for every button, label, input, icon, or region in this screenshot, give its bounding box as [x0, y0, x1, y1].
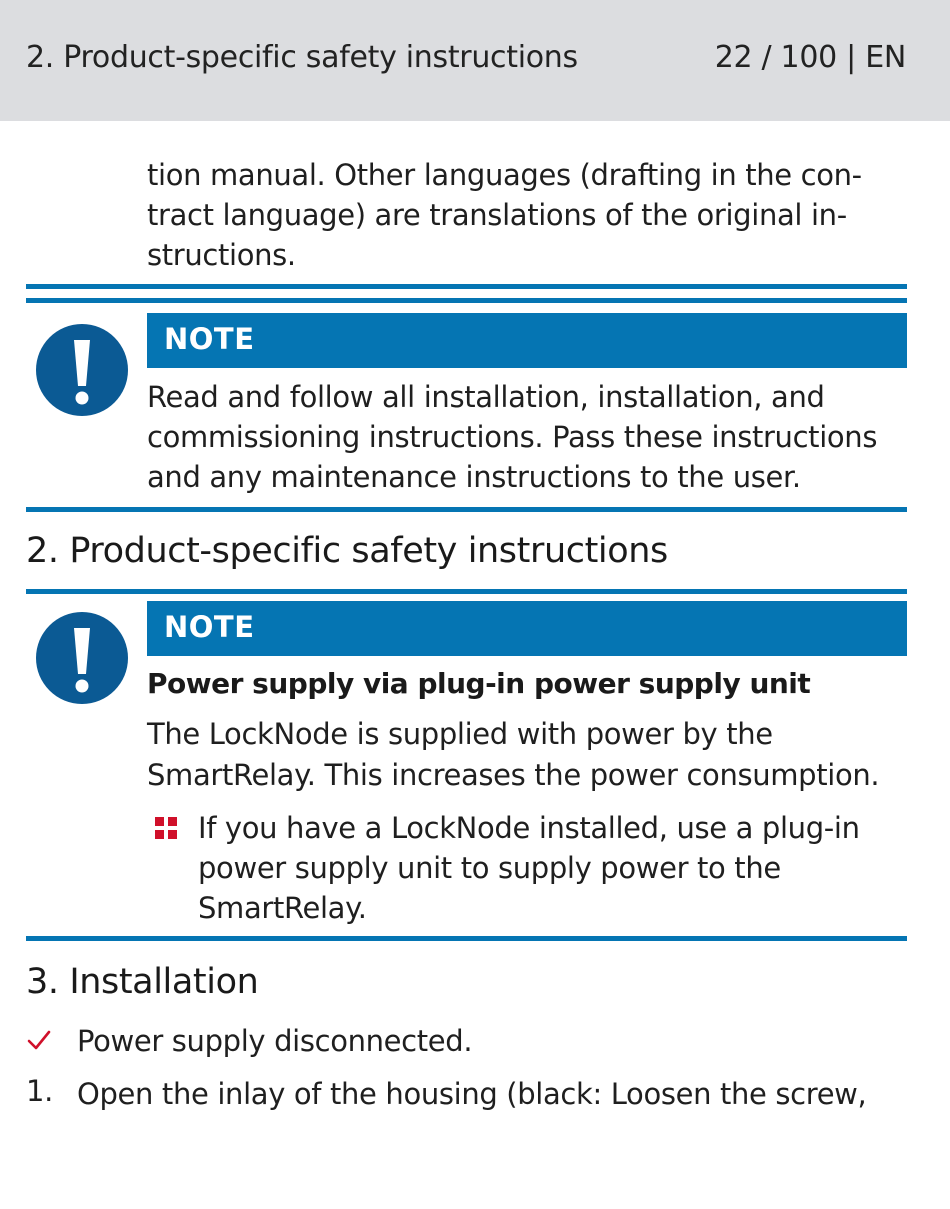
- note-top-rule: [26, 284, 907, 289]
- action-bullet-icon: [155, 817, 177, 839]
- header-title: 2. Product-specific safety instructions: [26, 40, 578, 75]
- section-heading: 3. Installation: [26, 962, 259, 1002]
- note-label: NOTE: [164, 322, 255, 356]
- note-top-rule: [26, 589, 907, 594]
- page-number: 22 / 100 | EN: [714, 40, 906, 75]
- note-line: Read and follow all installation, installation, and: [147, 380, 825, 414]
- intro-line: tract language) are translations of the original in-: [147, 198, 847, 232]
- step-text: Open the inlay of the housing (black: Loosen the screw,: [77, 1077, 867, 1111]
- prerequisite-text: Power supply disconnected.: [77, 1024, 473, 1058]
- note-banner: [147, 601, 907, 656]
- page-header: [0, 0, 950, 121]
- note-label: NOTE: [164, 610, 255, 644]
- exclamation-warning-icon: [34, 322, 130, 418]
- note-bottom-rule: [26, 936, 907, 941]
- intro-line: structions.: [147, 238, 296, 272]
- exclamation-warning-icon: [34, 610, 130, 706]
- note-line: commissioning instructions. Pass these instructions: [147, 420, 878, 454]
- note-title: Power supply via plug-in power supply unit: [147, 667, 811, 700]
- section-heading: 2. Product-specific safety instructions: [26, 531, 668, 571]
- note-banner: [147, 313, 907, 368]
- action-line: power supply unit to supply power to the: [198, 851, 781, 885]
- checkmark-icon: [26, 1027, 52, 1053]
- action-line: If you have a LockNode installed, use a plug-in: [198, 811, 860, 845]
- note-line: The LockNode is supplied with power by the: [147, 717, 773, 751]
- action-line: SmartRelay.: [198, 891, 367, 925]
- note-line: and any maintenance instructions to the user.: [147, 460, 801, 494]
- note-top-rule-inner: [26, 298, 907, 303]
- note-bottom-rule: [26, 507, 907, 512]
- note-line: SmartRelay. This increases the power consumption.: [147, 758, 880, 792]
- step-number: 1.: [26, 1074, 53, 1108]
- intro-line: tion manual. Other languages (drafting in the con-: [147, 158, 862, 192]
